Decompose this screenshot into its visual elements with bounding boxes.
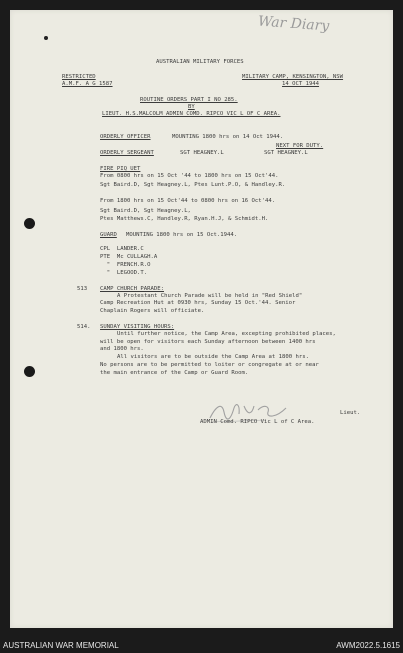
- item-514-line-2: will be open for visitors each Sunday afternoon between 1400 hrs: [100, 339, 316, 345]
- next-for-duty-label: NEXT FOR DUTY.: [276, 143, 324, 149]
- fire-picquet-line-4: Sgt Baird.D, Sgt Heagney.L,: [100, 208, 191, 214]
- signatory-rank: Lieut.: [340, 410, 361, 416]
- fire-picquet-line-2: Sgt Baird.D, Sgt Heagney.L, Ptes Lunt.P.O, & Handley.R.: [100, 182, 286, 188]
- item-513-title: CAMP CHURCH PARADE:: [100, 286, 164, 292]
- item-514-line-4: All visitors are to be outside the Camp Area at 1800 hrs.: [117, 354, 309, 360]
- org-title: AUSTRALIAN MILITARY FORCES: [156, 59, 244, 65]
- item-513-line-1: A Protestant Church Parade will be held in "Red Shield": [117, 293, 303, 299]
- item-513-line-2: Camp Recreation Hut at 0930 hrs, Sunday 15 Oct.'44. Senior: [100, 300, 296, 306]
- guard-member-4: " LEGOOD.T.: [100, 270, 148, 276]
- restricted-label: RESTRICTED: [62, 74, 96, 80]
- item-514-line-3: and 1800 hrs.: [100, 346, 144, 352]
- punch-hole-top: [24, 218, 35, 229]
- orders-by: BY: [188, 104, 195, 110]
- pin-mark: [44, 36, 48, 40]
- guard-member-1: CPL LANDER.C: [100, 246, 144, 252]
- orderly-sergeant-name: SGT HEAGNEY.L: [180, 150, 224, 156]
- signature-block: ADMIN Comd. RIPCO Vic L of C Area.: [200, 419, 315, 425]
- item-514-line-5: No persons are to be permitted to loiter or congregate at or near: [100, 362, 319, 368]
- document-date: 14 OCT 1944: [282, 81, 320, 87]
- orderly-officer-label: ORDERLY OFFICER: [100, 134, 151, 140]
- fire-picquet-line-5: Ptes Matthews.C, Handley.R, Ryan.H.J, & Schmidt.H.: [100, 216, 269, 222]
- guard-member-3: " FRENCH.R.O: [100, 262, 151, 268]
- item-514-line-6: the main entrance of the Camp or Guard Room.: [100, 370, 249, 376]
- issuing-officer: LIEUT. H.S.MALCOLM ADMIN COMD. RIPCO VIC L OF C AREA.: [102, 111, 281, 117]
- handwritten-annotation: War Diary: [257, 13, 330, 35]
- item-513-line-3: Chaplain Rogers will officiate.: [100, 308, 205, 314]
- document-page: [10, 10, 393, 628]
- item-514-number: 514.: [77, 324, 91, 330]
- orders-title: ROUTINE ORDERS PART I NO 285.: [140, 97, 238, 103]
- guard-heading: GUARD: [100, 232, 117, 238]
- orderly-sergeant-label: ORDERLY SERGEANT: [100, 150, 154, 156]
- camp-name: MILITARY CAMP, KENSINGTON, NSW: [242, 74, 344, 80]
- punch-hole-bottom: [24, 366, 35, 377]
- fire-picquet-line-3: From 1800 hrs on 15 Oct'44 to 0800 hrs on 16 Oct'44.: [100, 198, 276, 204]
- guard-mounting: MOUNTING 1800 hrs on 15 Oct.1944.: [126, 232, 238, 238]
- guard-member-2: PTE Mc CULLAGH.A: [100, 254, 158, 260]
- footer-accession-number: AWM2022.5.1615: [336, 641, 400, 650]
- orderly-officer-mounting: MOUNTING 1800 hrs on 14 Oct 1944.: [172, 134, 284, 140]
- item-514-title: SUNDAY VISITING HOURS:: [100, 324, 175, 330]
- fire-picquet-line-1: From 0800 hrs on 15 Oct '44 to 1800 hrs on 15 Oct'44.: [100, 173, 279, 179]
- fire-picquet-heading: FIRE PIQ UET: [100, 166, 141, 172]
- reference-number: A.M.F. A G 1587: [62, 81, 113, 87]
- item-513-number: 513: [77, 286, 88, 292]
- item-514-line-1: Until further notice, the Camp Area, excepting prohibited places,: [117, 331, 336, 337]
- footer-institution: AUSTRALIAN WAR MEMORIAL: [3, 641, 119, 650]
- next-sergeant-name: SGT HEAGNEY.L: [264, 150, 308, 156]
